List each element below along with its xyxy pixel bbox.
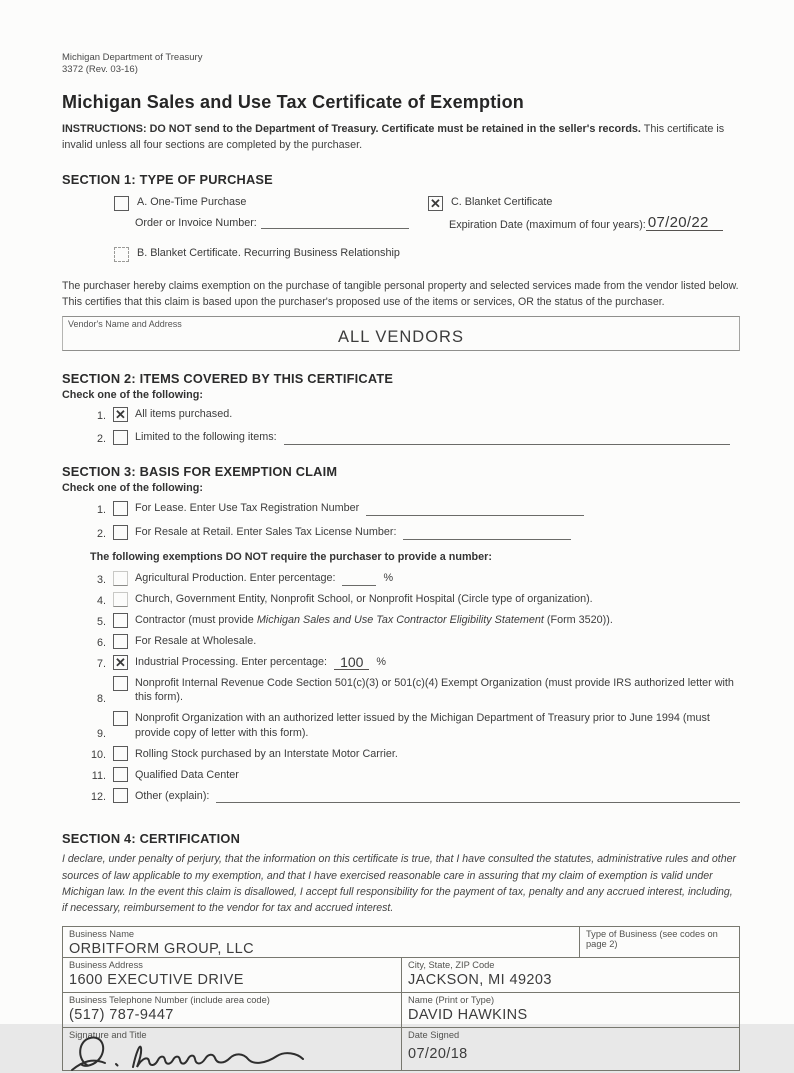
one-time-purchase-label: A. One-Time Purchase: [137, 196, 247, 209]
checkbox-blanket-recurring[interactable]: [114, 247, 129, 262]
checkbox-blanket-certificate[interactable]: [428, 196, 443, 211]
table-row: [63, 1027, 739, 1070]
checkbox-one-time-purchase[interactable]: [114, 196, 129, 211]
checkbox-all-items-purchased[interactable]: [113, 407, 128, 422]
item-number: 4.: [96, 594, 106, 607]
item-number: 11.: [91, 770, 106, 783]
item-number: 6.: [96, 636, 106, 649]
for-lease-label: For Lease. Enter Use Tax Registration Number: [135, 502, 360, 515]
order-invoice-number-field[interactable]: [261, 215, 409, 229]
industrial-percentage-field[interactable]: 100: [334, 655, 369, 670]
vendor-name-address-box[interactable]: [62, 316, 740, 351]
expiration-date-label: Expiration Date (maximum of four years):: [449, 219, 646, 232]
name-print-label: Name (Print or Type): [408, 994, 495, 1005]
instructions-bold: INSTRUCTIONS: DO NOT send to the Department of Treasury. Certificate must be retained in the seller's records.: [62, 122, 641, 135]
signature-handwriting: [69, 1031, 319, 1073]
type-of-business-cell[interactable]: [579, 927, 739, 957]
item-number: 1.: [96, 409, 106, 422]
section1-options: [62, 196, 740, 231]
certification-table: [62, 926, 740, 1071]
item-number: 3.: [96, 573, 106, 586]
checkbox-limited-items[interactable]: [113, 430, 128, 445]
use-tax-registration-number-field[interactable]: [366, 502, 584, 516]
section2-heading: SECTION 2: ITEMS COVERED BY THIS CERTIFICATE: [62, 370, 394, 386]
checkbox-for-lease[interactable]: [113, 501, 128, 516]
certification-declaration: I declare, under penalty of perjury, that the information on this certificate is true, that I have consulted the statutes, administrative rules and other sources of law applicable to my exemption, and that I have exercised reasonable care in assuring that my claim of exemption is valid under Michigan law. In the event this claim is disallowed, I accept full responsibility for the payment of tax, penalty and any accrued interest, including, if necessary, reimbursement to the vendor for tax and accrued interest.: [62, 853, 737, 915]
business-address-cell[interactable]: [63, 958, 401, 992]
resale-retail-label: For Resale at Retail. Enter Sales Tax License Number:: [135, 526, 397, 539]
resale-wholesale-label: For Resale at Wholesale.: [135, 635, 257, 648]
date-signed-cell[interactable]: [401, 1028, 739, 1070]
blanket-recurring-label: B. Blanket Certificate. Recurring Business Relationship: [137, 247, 400, 260]
limited-items-field[interactable]: [284, 431, 730, 445]
telephone-value: (517) 787-9447: [69, 1006, 174, 1023]
expiration-date-field[interactable]: 07/20/22: [646, 215, 723, 231]
checkbox-industrial-processing[interactable]: [113, 655, 128, 670]
checkbox-rolling-stock[interactable]: [113, 746, 128, 761]
checkbox-nonprofit-501c[interactable]: [113, 676, 128, 691]
form-identifier: [62, 52, 740, 77]
checkbox-resale-retail[interactable]: [113, 525, 128, 540]
checkbox-church-government[interactable]: [113, 592, 128, 607]
agency-name: Michigan Department of Treasury: [62, 52, 203, 63]
table-row: [63, 927, 739, 957]
no-number-note: The following exemptions DO NOT require the purchaser to provide a number:: [90, 550, 492, 563]
signature-cell[interactable]: [63, 1028, 401, 1070]
sales-tax-license-number-field[interactable]: [403, 526, 571, 540]
section2-check-note: Check one of the following:: [62, 388, 203, 401]
contractor-label: Contractor (must provide Michigan Sales and Use Tax Contractor Eligibility Statement (Form 3520)).: [135, 614, 613, 627]
section3-exemption-items: [90, 571, 740, 803]
table-row: [63, 992, 739, 1027]
section3-check-note: Check one of the following:: [62, 481, 203, 494]
checkbox-contractor[interactable]: [113, 613, 128, 628]
city-state-zip-label: City, State, ZIP Code: [408, 959, 495, 970]
section3-numbered-items: [90, 501, 740, 540]
section3-heading: SECTION 3: BASIS FOR EXEMPTION CLAIM: [62, 463, 338, 479]
vendor-box-value: ALL VENDORS: [338, 327, 464, 346]
item-number: 10.: [90, 749, 106, 762]
limited-items-label: Limited to the following items:: [135, 431, 277, 444]
checkbox-other-explain[interactable]: [113, 788, 128, 803]
blanket-certificate-label: C. Blanket Certificate: [451, 196, 553, 209]
form-number: 3372 (Rev. 03-16): [62, 64, 138, 76]
item-number: 9.: [96, 728, 106, 741]
checkbox-resale-wholesale[interactable]: [113, 634, 128, 649]
item-number: 2.: [96, 527, 106, 540]
agricultural-percentage-field[interactable]: [342, 572, 376, 586]
church-government-label: Church, Government Entity, Nonprofit School, or Nonprofit Hospital (Circle type of organization).: [135, 593, 593, 606]
checkbox-qualified-data-center[interactable]: [113, 767, 128, 782]
page-title: Michigan Sales and Use Tax Certificate of Exemption: [62, 91, 524, 112]
telephone-label: Business Telephone Number (include area code): [69, 994, 270, 1005]
date-signed-label: Date Signed: [408, 1029, 460, 1040]
item-number: 8.: [96, 692, 106, 705]
item-number: 1.: [96, 503, 106, 516]
table-row: [63, 957, 739, 992]
checkbox-agricultural-production[interactable]: [113, 571, 128, 586]
date-signed-value: 07/20/18: [408, 1045, 468, 1062]
city-state-zip-value: JACKSON, MI 49203: [408, 971, 552, 988]
name-print-value: DAVID HAWKINS: [408, 1006, 528, 1023]
section4-heading: SECTION 4: CERTIFICATION: [62, 831, 241, 847]
business-name-value: ORBITFORM GROUP, LLC: [69, 940, 254, 957]
all-items-purchased-label: All items purchased.: [135, 408, 233, 421]
signature-label: Signature and Title: [69, 1029, 147, 1040]
percent-sign: %: [383, 572, 394, 585]
telephone-cell[interactable]: [63, 993, 401, 1027]
city-state-zip-cell[interactable]: [401, 958, 739, 992]
section2-items: [90, 407, 740, 445]
type-of-business-label: Type of Business (see codes on page 2): [586, 928, 718, 949]
business-name-label: Business Name: [69, 928, 135, 939]
purchaser-claims-paragraph: The purchaser hereby claims exemption on the purchase of tangible personal property and selected services made from the vendor listed below. This certifies that this claim is based upon the purchaser's proposed use of the items or services, OR the status of the purchaser.: [62, 280, 739, 308]
checkbox-nonprofit-authorized-letter[interactable]: [113, 711, 128, 726]
section1-heading: SECTION 1: TYPE OF PURCHASE: [62, 172, 273, 188]
nonprofit-501c-label: Nonprofit Internal Revenue Code Section 501(c)(3) or 501(c)(4) Exempt Organization (must provide IRS authorized letter with this form).: [135, 676, 734, 704]
business-address-value: 1600 EXECUTIVE DRIVE: [69, 971, 244, 988]
business-name-cell[interactable]: [63, 927, 579, 957]
vendor-box-label: Vendor's Name and Address: [68, 318, 182, 329]
percent-sign: %: [376, 656, 387, 669]
qualified-data-center-label: Qualified Data Center: [135, 768, 239, 781]
business-address-label: Business Address: [69, 959, 143, 970]
other-explain-label: Other (explain):: [135, 789, 210, 802]
item-number: 5.: [96, 615, 106, 628]
other-explain-field[interactable]: [216, 789, 740, 803]
agricultural-production-label: Agricultural Production. Enter percentage:: [135, 572, 336, 585]
item-number: 12.: [90, 791, 106, 804]
nonprofit-authorized-letter-label: Nonprofit Organization with an authorized letter issued by the Michigan Department of Treasury prior to June 1994 (must provide copy of letter with this form).: [135, 711, 710, 739]
name-print-cell[interactable]: [401, 993, 739, 1027]
item-number: 2.: [96, 432, 106, 445]
order-invoice-number-label: Order or Invoice Number:: [135, 217, 257, 230]
instructions-rest: This certificate is invalid unless all four sections are completed by the purchaser.: [62, 122, 725, 151]
rolling-stock-label: Rolling Stock purchased by an Interstate Motor Carrier.: [135, 747, 398, 760]
item-number: 7.: [96, 657, 106, 670]
instructions-text: [62, 121, 740, 153]
industrial-processing-label: Industrial Processing. Enter percentage:: [135, 656, 328, 669]
